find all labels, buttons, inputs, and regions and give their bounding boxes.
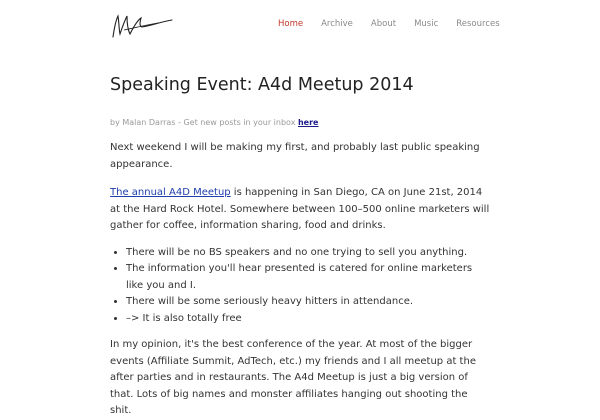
nav-item-music[interactable]: Music	[414, 19, 439, 29]
post-content	[110, 72, 490, 420]
list-item: • The information you'll hear presented is catered for online marketers like you and I.	[126, 261, 490, 294]
list-item: • There will be no BS speakers and no one trying to sell you anything.	[126, 245, 490, 262]
signature-logo-icon[interactable]	[110, 12, 174, 40]
paragraph-opinion: In my opinion, it's the best conference of the year. At most of the bigger events (Affiliate Summit, AdTech, etc.) my friends and I all meetup at the after parties and in restaurants. The A4d Meetup is just a big version of that. Lots of big names and monster affiliates hanging out shooting the shit.	[110, 339, 476, 416]
paragraph-event-text: is happening in San Diego, CA on June 21st, 2014 at the Hard Rock Hotel. Somewhere between 100–500 online marketers will gather for coffee, information sharing, food and drinks.	[110, 187, 490, 231]
post-title: Speaking Event: A4d Meetup 2014	[110, 75, 414, 95]
nav-item-archive[interactable]: Archive	[321, 19, 353, 29]
main-nav	[278, 19, 500, 29]
paragraph-intro: Next weekend I will be making my first, and probably last public speaking appearance.	[110, 142, 480, 170]
nav-item-resources[interactable]: Resources	[456, 19, 500, 29]
nav-item-about[interactable]: About	[370, 19, 397, 29]
subscribe-link[interactable]: here	[297, 118, 319, 127]
list-item: • –> It is also totally free	[126, 311, 490, 328]
list-item: • There will be some seriously heavy hitters in attendance.	[126, 294, 490, 311]
reasons-list	[110, 245, 490, 328]
site-header	[0, 0, 600, 50]
a4d-meetup-link[interactable]: The annual A4D Meetup	[110, 187, 231, 198]
byline-text: by Malan Darras - Get new posts in your inbox	[110, 118, 298, 127]
nav-item-home[interactable]: Home	[278, 19, 304, 29]
post-byline	[110, 117, 490, 129]
paragraph-event	[110, 185, 490, 235]
